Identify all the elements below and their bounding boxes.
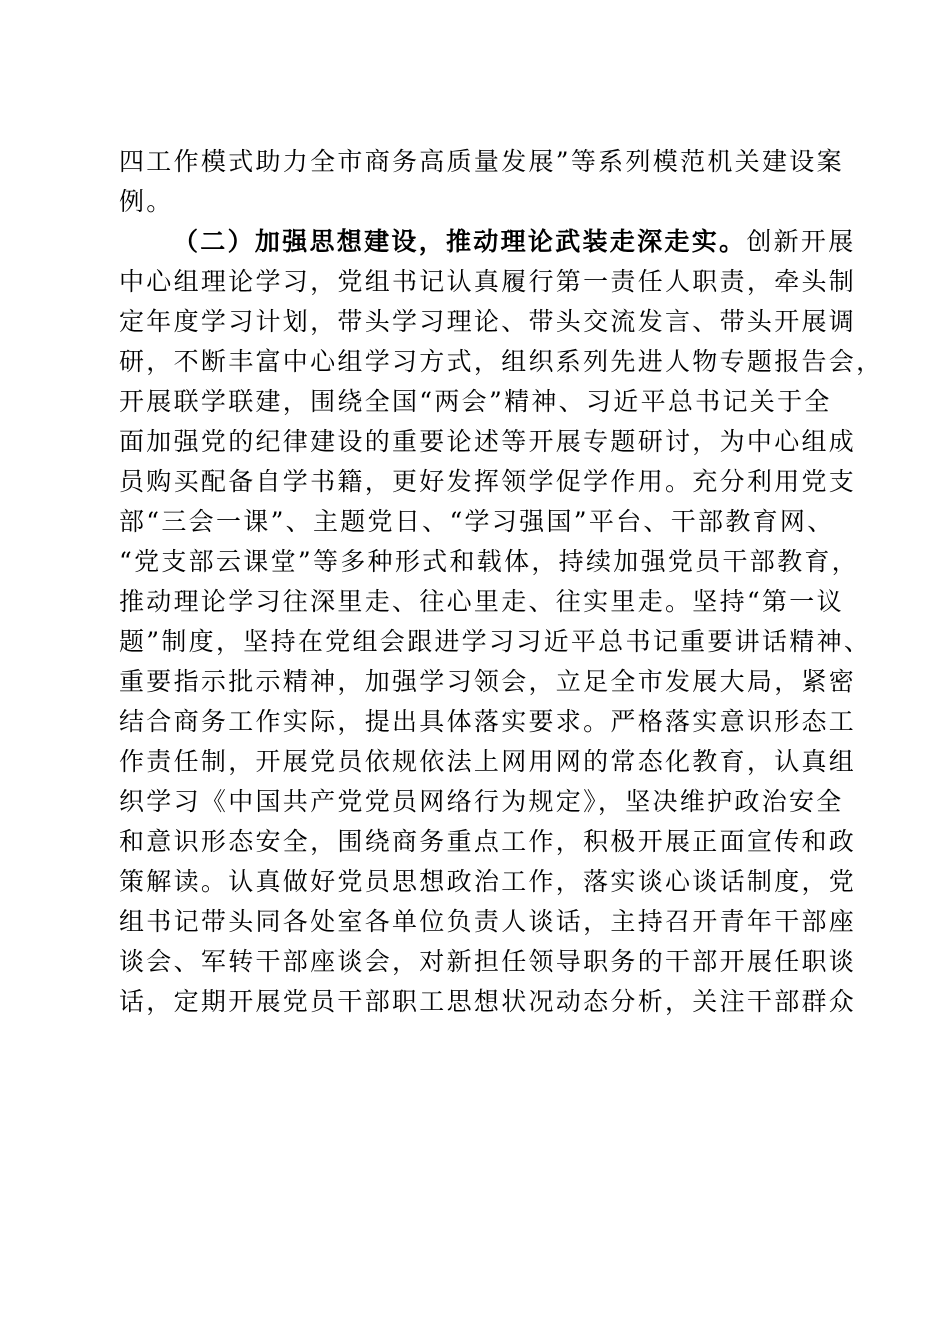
text-line: 员购买配备自学书籍，更好发挥领学促学作用。充分利用党支 — [119, 467, 857, 496]
text-line: 题”制度，坚持在党组会跟进学习习近平总书记重要讲话精神、 — [119, 627, 872, 656]
document-body — [119, 142, 884, 1022]
text-line: “党支部云课堂”等多种形式和载体，持续加强党员干部教育， — [119, 547, 859, 576]
text-line: 谈会、军转干部座谈会，对新担任领导职务的干部开展任职谈 — [119, 947, 857, 976]
text-line: 面加强党的纪律建设的重要论述等开展专题研讨，为中心组成 — [119, 427, 857, 456]
text-line: 部“三会一课”、主题党日、“学习强国”平台、干部教育网、 — [119, 507, 835, 536]
text-line: 策解读。认真做好党员思想政治工作，落实谈心谈话制度，党 — [119, 867, 857, 896]
text-line: 例。 — [119, 187, 174, 216]
text-line: 组书记带头同各处室各单位负责人谈话，主持召开青年干部座 — [119, 907, 857, 936]
text-line: 定年度学习计划，带头学习理论、带头交流发言、带头开展调 — [119, 307, 857, 336]
text-line: 四工作模式助力全市商务高质量发展”等系列模范机关建设案 — [119, 147, 844, 176]
text-line: 开展联学联建，围绕全国“两会”精神、习近平总书记关于全 — [119, 387, 832, 416]
text-line: 作责任制，开展党员依规依法上网用网的常态化教育，认真组 — [119, 747, 857, 776]
text-line: 中心组理论学习，党组书记认真履行第一责任人职责，牵头制 — [119, 267, 857, 296]
text-line: 和意识形态安全，围绕商务重点工作，积极开展正面宣传和政 — [119, 827, 857, 856]
section-heading: （二）加强思想建设，推动理论武装走深走实。 — [173, 227, 747, 256]
text-line: 织学习《中国共产党党员网络行为规定》，坚决维护政治安全 — [119, 787, 844, 816]
section-first-line-text: 创新开展 — [746, 227, 856, 256]
section-first-line — [119, 222, 856, 262]
text-line: 重要指示批示精神，加强学习领会，立足全市发展大局，紧密 — [119, 667, 857, 696]
text-line: 研，不断丰富中心组学习方式，组织系列先进人物专题报告会， — [119, 347, 884, 376]
text-line: 话，定期开展党员干部职工思想状况动态分析，关注干部群众 — [119, 987, 857, 1016]
text-line: 推动理论学习往深里走、往心里走、往实里走。坚持“第一议 — [119, 587, 844, 616]
text-line: 结合商务工作实际，提出具体落实要求。严格落实意识形态工 — [119, 707, 857, 736]
